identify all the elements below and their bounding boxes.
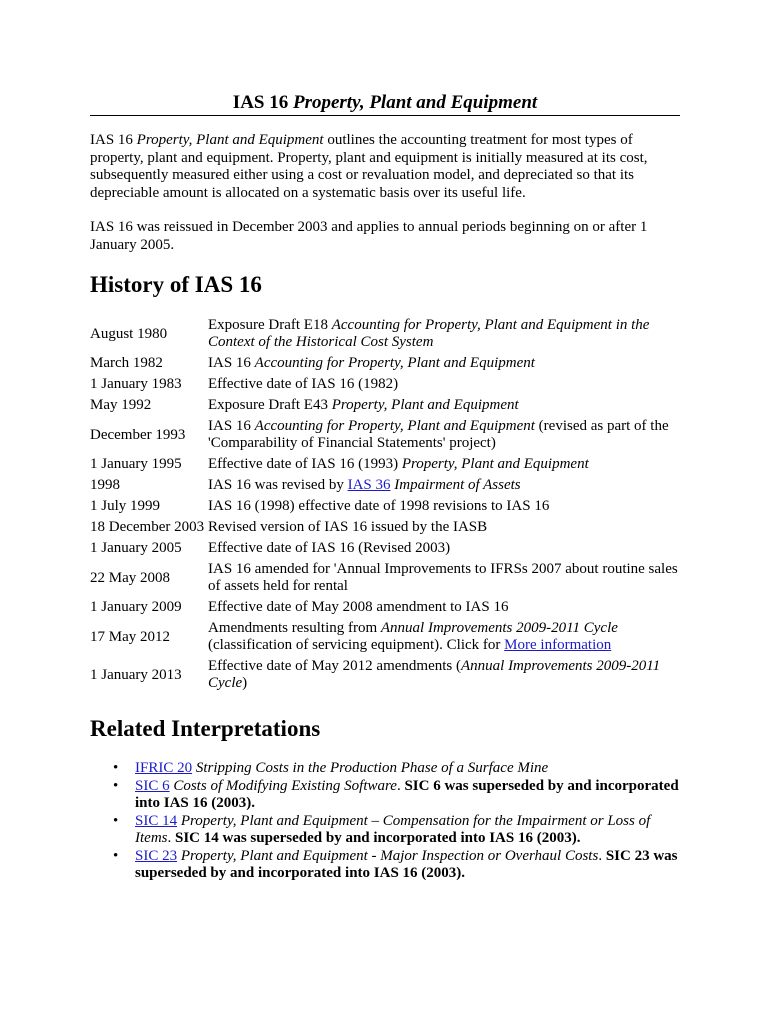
ifric-20-link[interactable]: IFRIC 20 xyxy=(135,760,193,776)
document-title xyxy=(90,92,680,114)
bullet-icon: • xyxy=(113,813,119,829)
bullet-icon: • xyxy=(113,760,119,776)
history-date: 22 May 2008 xyxy=(90,569,170,586)
history-date: August 1980 xyxy=(90,325,168,342)
history-description: IAS 16 was revised by IAS 36 Impairment of Assets xyxy=(208,477,521,493)
title-prefix: IAS 16 xyxy=(232,92,289,113)
list-item: • SIC 6 Costs of Modifying Existing Software. SIC 6 was superseded by and incorporated into IAS 16 (2003). xyxy=(113,778,679,811)
list-item: • SIC 14 Property, Plant and Equipment – Compensation for the Impairment or Loss of Items. SIC 14 was superseded by and incorporated into IAS 16 (2003). xyxy=(113,813,651,846)
history-row xyxy=(90,658,680,692)
history-row xyxy=(90,317,680,351)
history-description: Effective date of May 2012 amendments (Annual Improvements 2009-2011 Cycle) xyxy=(208,658,661,691)
bullet-icon: • xyxy=(113,778,119,794)
history-row xyxy=(90,418,680,452)
history-description: IAS 16 (1998) effective date of 1998 revisions to IAS 16 xyxy=(208,498,550,514)
history-description: Revised version of IAS 16 issued by the IASB xyxy=(208,519,488,535)
history-description: Effective date of IAS 16 (1982) xyxy=(208,376,399,392)
history-row xyxy=(90,376,680,393)
related-interpretations-list xyxy=(90,760,680,883)
history-date: December 1993 xyxy=(90,426,186,443)
history-description: Effective date of IAS 16 (1993) Property, Plant and Equipment xyxy=(208,456,589,472)
history-row xyxy=(90,561,680,595)
history-description: IAS 16 Accounting for Property, Plant and Equipment (revised as part of the 'Comparability of Financial Statements' project) xyxy=(208,418,669,451)
history-row xyxy=(90,477,680,494)
more-information-link[interactable]: More information xyxy=(504,637,612,653)
history-heading: History of IAS 16 xyxy=(90,272,262,297)
history-description: Exposure Draft E43 Property, Plant and Equipment xyxy=(208,397,519,413)
history-date: 1998 xyxy=(90,477,120,493)
history-row xyxy=(90,397,680,414)
history-date: 1 January 1983 xyxy=(90,376,182,392)
history-description: IAS 16 amended for 'Annual Improvements to IFRSs 2007 about routine sales of assets held for rental xyxy=(208,561,678,594)
history-date: March 1982 xyxy=(90,355,163,371)
intro-paragraph-2: IAS 16 was reissued in December 2003 and applies to annual periods beginning on or after 1 January 2005. xyxy=(90,219,648,253)
list-item: • IFRIC 20 Stripping Costs in the Production Phase of a Surface Mine xyxy=(113,760,549,776)
ias-36-link[interactable]: IAS 36 xyxy=(347,477,391,493)
history-date: 1 January 1995 xyxy=(90,456,182,472)
history-date: 1 July 1999 xyxy=(90,498,161,514)
history-date: May 1992 xyxy=(90,397,152,413)
sic-14-link[interactable]: SIC 14 xyxy=(135,813,178,829)
history-description: IAS 16 Accounting for Property, Plant and Equipment xyxy=(208,355,535,371)
history-date: 1 January 2013 xyxy=(90,666,182,683)
history-description: Exposure Draft E18 Accounting for Property, Plant and Equipment in the Context of the Historical Cost System xyxy=(208,317,650,350)
related-interpretations-heading: Related Interpretations xyxy=(90,716,321,741)
history-row xyxy=(90,620,680,654)
bullet-icon: • xyxy=(113,848,119,864)
history-table xyxy=(90,317,680,696)
sic-23-link[interactable]: SIC 23 xyxy=(135,848,178,864)
history-row xyxy=(90,498,680,515)
history-description: Effective date of IAS 16 (Revised 2003) xyxy=(208,540,451,556)
sic-6-link[interactable]: SIC 6 xyxy=(135,778,170,794)
history-date: 1 January 2005 xyxy=(90,540,182,556)
intro-paragraph-1: IAS 16 Property, Plant and Equipment outlines the accounting treatment for most types of property, plant and equipment. Property, plant and equipment is initially measured at its cost, subsequently measured either using a cost or revaluation model, and depreciated so that its depreciable amount is allocated on a systematic basis over its useful life. xyxy=(90,132,648,201)
history-description: Amendments resulting from Annual Improvements 2009-2011 Cycle (classification of servicing equipment). Click for More information xyxy=(208,620,618,653)
title-italic: Property, Plant and Equipment xyxy=(292,92,538,113)
history-description: Effective date of May 2008 amendment to IAS 16 xyxy=(208,599,509,615)
history-date: 17 May 2012 xyxy=(90,628,170,645)
history-row xyxy=(90,355,680,372)
history-row xyxy=(90,599,680,616)
history-date: 1 January 2009 xyxy=(90,599,182,615)
history-row xyxy=(90,456,680,473)
list-item: • SIC 23 Property, Plant and Equipment - Major Inspection or Overhaul Costs. SIC 23 was superseded by and incorporated into IAS 16 (2003). xyxy=(113,848,678,881)
history-row xyxy=(90,519,680,536)
title-divider xyxy=(90,115,680,116)
history-date: 18 December 2003 xyxy=(90,519,205,535)
history-row xyxy=(90,540,680,557)
